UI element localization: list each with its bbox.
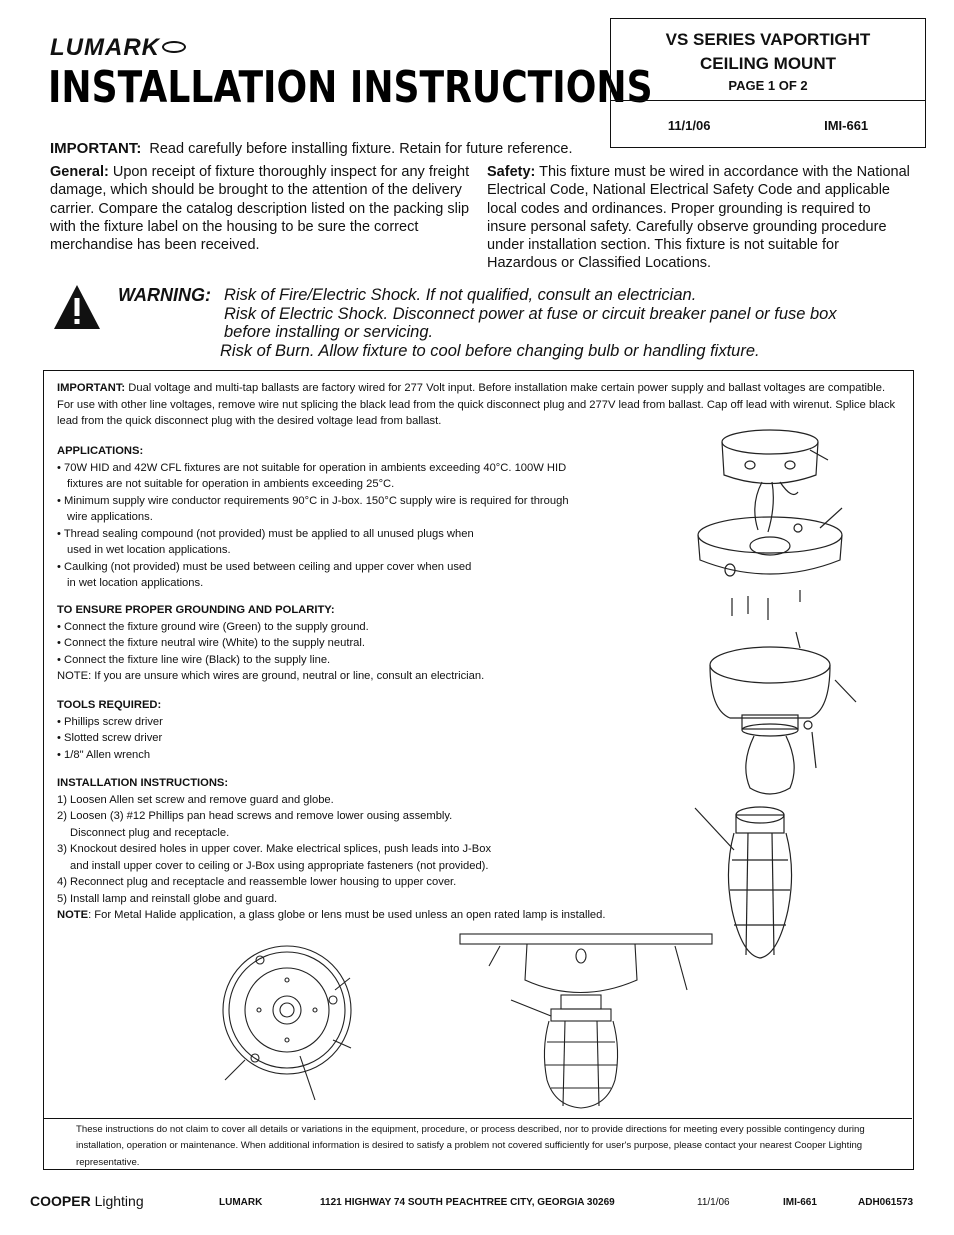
list-item: • Connect the fixture neutral wire (White) to the supply neutral. (57, 637, 365, 649)
page-title: INSTALLATION INSTRUCTIONS (48, 62, 653, 113)
warning-line: before installing or servicing. (224, 323, 434, 341)
warning-line: Risk of Fire/Electric Shock. If not qualified, consult an electrician. (224, 286, 697, 304)
list-item: • Minimum supply wire conductor requirements 90°C in J-box. 150°C supply wire is required for through (57, 494, 569, 507)
warning-line: Risk of Burn. Allow fixture to cool before changing bulb or handling fixture. (220, 342, 760, 360)
list-item: • Caulking (not provided) must be used between ceiling and upper cover when used (57, 560, 472, 573)
list-item: • Slotted screw driver (57, 732, 163, 744)
product-line1: VS SERIES VAPORTIGHT (665, 30, 871, 49)
list-item: 4) Reconnect plug and receptacle and reassemble lower housing to upper cover. (57, 876, 457, 888)
product-line2: CEILING MOUNT (700, 54, 836, 73)
footer-code: ADH061573 (858, 1197, 914, 1208)
doc-number: IMI-661 (824, 118, 869, 133)
list-item: wire applications. (67, 511, 153, 523)
logo-swoosh-icon (162, 41, 186, 53)
grounding-heading: TO ENSURE PROPER GROUNDING AND POLARITY: (57, 604, 335, 616)
list-item: • Thread sealing compound (not provided) must be applied to all unused plugs when (57, 527, 474, 540)
installed-fixture-illustration (455, 930, 715, 1115)
list-item: • 70W HID and 42W CFL fixtures are not suitable for operation in ambients exceeding 40°C. 100W HID (57, 461, 567, 474)
list-item: • Phillips screw driver (57, 715, 163, 728)
list-item: 3) Knockout desired holes in upper cover. Make electrical splices, push leads into J-Box (57, 843, 492, 855)
list-item: 2) Loosen (3) #12 Phillips pan head screws and remove lower ousing assembly. (57, 810, 453, 822)
list-item: fixtures are not suitable for operation in ambients exceeding 25°C. (67, 478, 395, 490)
warning-triangle-icon (52, 283, 102, 331)
applications-heading: APPLICATIONS: (57, 445, 144, 457)
upper-cover-top-view-illustration (215, 930, 375, 1110)
installation-heading: INSTALLATION INSTRUCTIONS: (57, 777, 229, 789)
warning-line: Risk of Electric Shock. Disconnect power at fuse or circuit breaker panel or fuse box (224, 305, 837, 323)
installation-section (57, 775, 677, 924)
list-item: NOTE: If you are unsure which wires are ground, neutral or line, consult an electrician. (57, 670, 485, 682)
list-item: • Connect the fixture line wire (Black) to the supply line. (57, 653, 331, 666)
tools-section (57, 697, 357, 763)
general-section: General: Upon receipt of fixture thoroughly inspect for any freight damage, which should be brought to the attention of the delivery carrier. Compare the catalog description listed on the packing slip with the fixture label on the housing to be sure the correct merchandise has been received. (50, 164, 470, 254)
list-item: used in wet location applications. (67, 544, 231, 556)
disclaimer: These instructions do not claim to cover all details or variations in the equipment, procedure, or process described, nor to provide directions for meeting every possible contingency during installation, operation or maintenance. When additional information is desired to satisfy a problem not covered sufficiently for user's purpose, please contact your nearest Cooper Lighting representative. (76, 1124, 865, 1168)
tools-heading: TOOLS REQUIRED: (57, 699, 162, 711)
list-item: 1) Loosen Allen set screw and remove guard and globe. (57, 793, 334, 806)
safety-section: Safety: This fixture must be wired in accordance with the National Electrical Code, National Electrical Safety Code and applicable local codes and ordinances. Proper grounding is required to insure personal safety. Carefully observe grounding procedure under installation section. This fixture is not suitable for Hazardous or Classified Locations. (487, 164, 910, 272)
list-item: in wet location applications. (67, 577, 204, 589)
warning-label: WARNING: (118, 285, 211, 305)
list-item: Disconnect plug and receptacle. (70, 826, 230, 839)
list-item: • 1/8" Allen wrench (57, 748, 151, 761)
list-item: • Connect the fixture ground wire (Green) to the supply ground. (57, 620, 369, 633)
page-number: PAGE 1 OF 2 (728, 78, 808, 93)
metal-halide-note: NOTE: For Metal Halide application, a glass globe or lens must be used unless an open rated lamp is installed. (57, 909, 606, 921)
grounding-section (57, 602, 657, 685)
footer-doc: IMI-661 (783, 1197, 817, 1208)
ballast-important: IMPORTANT: Dual voltage and multi-tap ballasts are factory wired for 277 Volt input. Before installation make certain power supply and ballast voltages are compatible. For use with other line voltages, remove wire nut splicing the black lead from the quick disconnect plug and 277V lead from ballast. Cap off lead with wirenut. Splice black lead from the quick disconnect plug with the desired voltage lead from ballast. (57, 382, 896, 427)
exploded-fixture-illustration (680, 420, 880, 980)
applications-section (57, 443, 657, 592)
list-item: and install upper cover to ceiling or J-Box using appropriate fasteners (not provided). (70, 859, 489, 872)
important-notice: IMPORTANT: Read carefully before installing fixture. Retain for future reference. (50, 140, 573, 157)
footer-brand: LUMARK (219, 1197, 263, 1208)
title-box (610, 18, 926, 148)
lumark-logo: LUMARK (50, 34, 186, 62)
footer-date: 11/1/06 (697, 1197, 730, 1208)
doc-date: 11/1/06 (667, 118, 711, 133)
footer-address: 1121 HIGHWAY 74 SOUTH PEACHTREE CITY, GEORGIA 30269 (320, 1197, 615, 1208)
cooper-lighting-logo: COOPER Lighting (30, 1193, 144, 1209)
list-item: 5) Install lamp and reinstall globe and guard. (57, 892, 278, 905)
divider (44, 1118, 912, 1119)
